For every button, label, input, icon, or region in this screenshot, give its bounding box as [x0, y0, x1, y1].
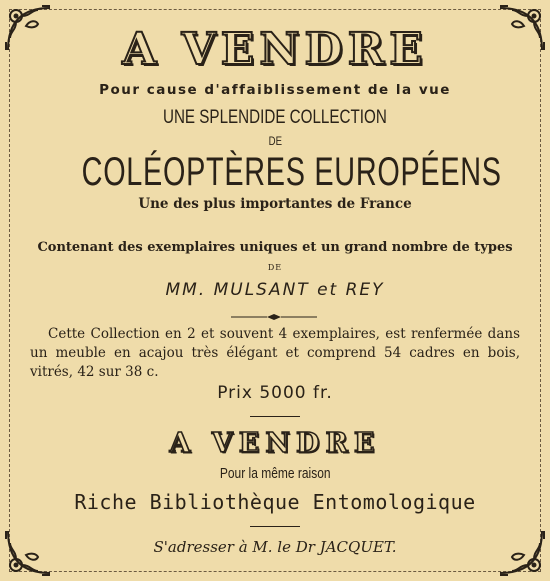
divider-bottom	[250, 526, 300, 527]
names-line: MM. MULSANT et REY	[165, 280, 385, 300]
collection-title: COLÉOPTÈRES EUROPÉENS	[81, 150, 502, 194]
library-line: Riche Bibliothèque Entomologique	[74, 490, 476, 514]
description: Cette Collection en 2 et souvent 4 exemplaires, est renfermée dans un meuble en acajou très élégant et comprend 54 cadres en bois, vitrés, 42 sur 38 c.	[30, 326, 520, 380]
headline-row	[0, 24, 550, 75]
title-row	[0, 150, 550, 195]
address-line: S'adresser à M. le Dr JACQUET.	[153, 538, 397, 556]
divider	[250, 416, 300, 417]
tagline: Une des plus importantes de France	[138, 196, 412, 212]
headline-secondary: A VENDRE	[169, 428, 381, 459]
intro-line: UNE SPLENDIDE COLLECTION	[163, 107, 387, 128]
reason-secondary: Pour la même raison	[219, 465, 331, 482]
de-line: DE	[268, 134, 282, 148]
de-small-line: DE	[267, 263, 283, 272]
reason2-row	[0, 464, 550, 482]
reason-line: Pour cause d'affaiblissement de la vue	[99, 82, 451, 98]
de-row	[0, 134, 550, 148]
containing-line: Contenant des exemplaires uniques et un grand nombre de types	[37, 240, 513, 255]
intro-row	[0, 106, 550, 129]
headline2-row	[0, 428, 550, 459]
ornamental-rule-icon	[231, 314, 317, 320]
price: Prix 5000 fr.	[217, 383, 333, 403]
headline: A VENDRE	[122, 24, 428, 75]
